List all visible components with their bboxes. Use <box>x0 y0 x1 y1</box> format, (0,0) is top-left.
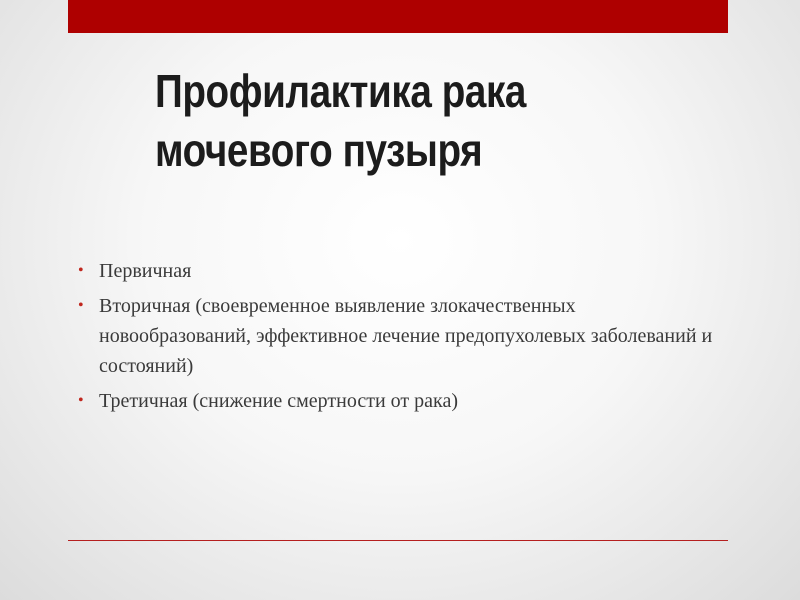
bullet-item-secondary <box>78 291 718 381</box>
bullet-list <box>78 256 718 421</box>
bottom-divider-line <box>68 540 728 541</box>
bullet-item-tertiary <box>78 386 718 416</box>
top-accent-bar <box>68 0 728 33</box>
bullet-dot-icon: • <box>78 262 84 279</box>
slide-title <box>155 62 659 180</box>
slide-title-line-1: Профилактика рака <box>155 65 526 117</box>
bullet-item-primary <box>78 256 718 286</box>
bullet-text: Третичная (снижение смертности от рака) <box>99 390 458 412</box>
bullet-dot-icon: • <box>78 392 84 409</box>
bullet-dot-icon: • <box>78 297 84 314</box>
bullet-text: Вторичная (своевременное выявление злокачественных новообразований, эффективное лечение предопухолевых заболеваний и состояний) <box>99 295 713 377</box>
bullet-text: Первичная <box>99 260 192 282</box>
slide-title-line-2: мочевого пузыря <box>155 124 483 176</box>
